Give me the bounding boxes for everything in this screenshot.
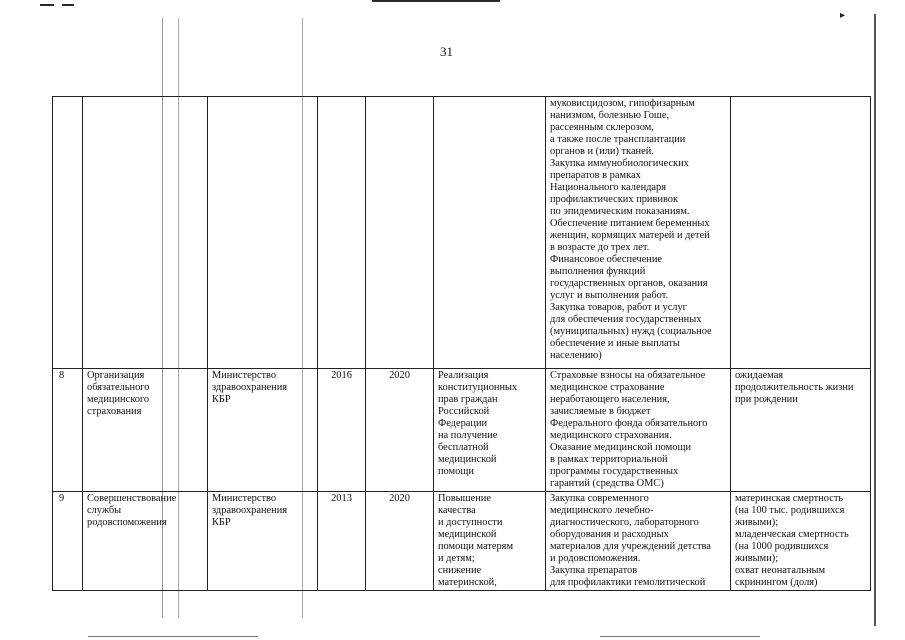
scan-artifact-bottom-right bbox=[600, 636, 760, 637]
page-number: 31 bbox=[440, 44, 453, 59]
indicators: ожидаемая продолжительность жизни при рождении bbox=[731, 369, 871, 492]
goal bbox=[434, 97, 546, 369]
executor: Министерство здравоохранения КБР bbox=[208, 369, 318, 492]
row-number bbox=[53, 97, 83, 369]
event-name bbox=[83, 97, 208, 369]
indicators bbox=[731, 97, 871, 369]
start-year: 2016 bbox=[318, 369, 366, 492]
event-name: Совершенствование службы родовспоможения bbox=[83, 492, 208, 591]
end-year: 2020 bbox=[366, 492, 434, 591]
event-name: Организация обязательного медицинского страхования bbox=[83, 369, 208, 492]
scan-artifact-top-center bbox=[372, 0, 500, 2]
end-year: 2020 bbox=[366, 369, 434, 492]
executor bbox=[208, 97, 318, 369]
end-year bbox=[366, 97, 434, 369]
activities: Страховые взносы на обязательное медицинское страхование неработающего населения, зачисляемые в бюджет Федерального фонда обязательного медицинского страхования. Оказание медицинской помощи в рамках территориальной программы государственных гарантий (средства ОМС) bbox=[546, 369, 731, 492]
goal: Повышение качества и доступности медицинской помощи матерям и детям; снижение материнской, bbox=[434, 492, 546, 591]
row-number: 8 bbox=[53, 369, 83, 492]
scan-artifact-bottom-left bbox=[88, 636, 258, 637]
indicators: материнская смертность (на 100 тыс. родившихся живыми); младенческая смертность (на 1000 родившихся живыми); охват неонатальным скринингом (доля) bbox=[731, 492, 871, 591]
executor: Министерство здравоохранения КБР bbox=[208, 492, 318, 591]
scan-artifact-right-edge bbox=[874, 14, 876, 626]
table-row bbox=[53, 369, 871, 492]
scan-artifact-top-right-mark: ▸ bbox=[840, 10, 846, 21]
scan-artifact-top-left-2 bbox=[62, 4, 74, 6]
row-number: 9 bbox=[53, 492, 83, 591]
start-year bbox=[318, 97, 366, 369]
activities: Закупка современного медицинского лечебно- диагностического, лабораторного оборудования и расходных материалов для учреждений детства и родовспоможения. Закупка препаратов для профилактики гемолитической bbox=[546, 492, 731, 591]
start-year: 2013 bbox=[318, 492, 366, 591]
goal: Реализация конституционных прав граждан Российской Федерации на получение бесплатной медицинской помощи bbox=[434, 369, 546, 492]
program-table bbox=[52, 96, 871, 591]
table-row bbox=[53, 97, 871, 369]
table-row bbox=[53, 492, 871, 591]
scan-artifact-top-left bbox=[40, 4, 54, 6]
activities: муковисцидозом, гипофизарным нанизмом, болезнью Гоше, рассеянным склерозом, а также после трансплантации органов и (или) тканей. Закупка иммунобиологических препаратов в рамках Национального календаря профилактических прививок по эпидемическим показаниям. Обеспечение питанием беременных женщин, кормящих матерей и детей в возрасте до трех лет. Финансовое обеспечение выполнения функций государственных органов, оказания услуг и выполнения работ. Закупка товаров, работ и услуг для обеспечения государственных (муниципальных) нужд (социальное обеспечение и иные выплаты населению) bbox=[546, 97, 731, 369]
